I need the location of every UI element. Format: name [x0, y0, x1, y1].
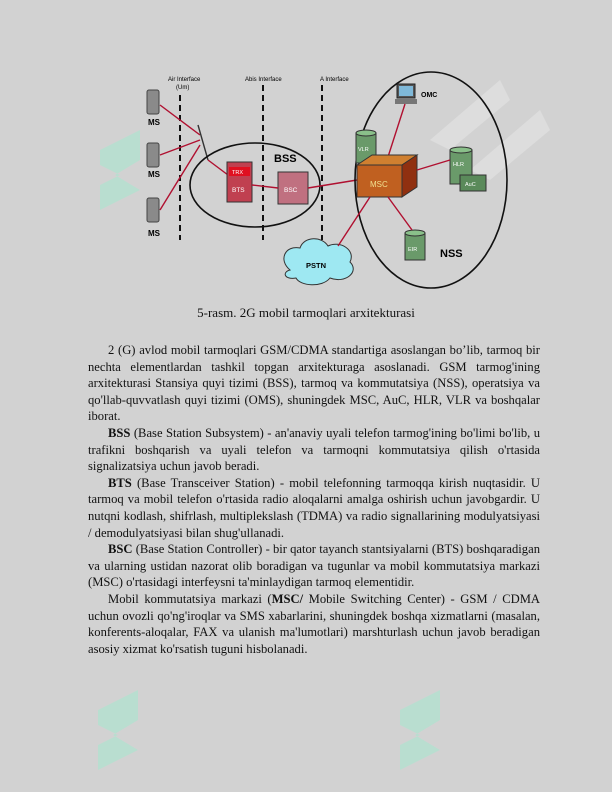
svg-text:MSC: MSC [370, 180, 388, 189]
msc-pstn-link [338, 197, 370, 246]
svg-text:AuC: AuC [465, 182, 476, 188]
a-interface-label: A Interface [320, 77, 349, 83]
auc-node [460, 175, 486, 191]
um-label: (Um) [176, 85, 190, 91]
svg-text:VLR: VLR [358, 147, 369, 153]
bsc-node [278, 172, 308, 204]
bts-bsc-link [252, 185, 278, 188]
paragraph-bts: BTS (Base Transceiver Station) - mobil telefonning tarmoqqa kirish nuqtasidir. U tarmoq va mobil telefon o'rtasida radio aloqalarni amalga oshirish uchun javobgardir. U nutqni kodlash, shifrlash, multiplekslash (TDMA) va radio signallarining modulyatsiyasi / demodulyatsiyasi bilan shug'ullanadi. [88, 475, 540, 540]
omc-node [395, 84, 437, 104]
watermark-logo-bottom-left [78, 690, 168, 792]
paragraph-bsc: BSC (Base Station Controller) - bir qator tayanch stantsiyalarni (BTS) boshqaradigan va ularning ustidan nazorat olib boradigan va tugunlar va mobil kommutatsiya markazi (MSC) o'rtasidagi interfeysni ta'minlaydigan tarmoq elementidir. [88, 542, 540, 590]
svg-text:PSTN: PSTN [306, 261, 327, 270]
svg-text:BSC: BSC [284, 187, 298, 194]
radio-links [160, 105, 228, 210]
svg-text:OMC: OMC [421, 92, 438, 99]
watermark-logo-bottom-right [380, 690, 470, 792]
mobile-station-3 [147, 198, 161, 238]
svg-text:MS: MS [148, 229, 160, 238]
msc-hlr-link [417, 160, 450, 170]
svg-text:EIR: EIR [408, 247, 418, 253]
bss-label: BSS [274, 153, 297, 165]
msc-eir-link [388, 197, 412, 230]
eir-node [405, 230, 425, 260]
svg-text:HLR: HLR [453, 162, 465, 168]
body-text [88, 342, 540, 657]
svg-text:BTS: BTS [232, 187, 245, 194]
svg-text:MS: MS [148, 118, 160, 127]
paragraph-intro: 2 (G) avlod mobil tarmoqlari GSM/CDMA standartiga asoslangan bo’lib, tarmoq bir nechta elementlardan tashkil topgan arxitekturaga asoslanadi. GSM tarmog'ining arxitekturasi Stansiya quyi tizimi (BSS), tarmoq va kommutatsiya (NSS), operatsiya va qo'llab-quvvatlash quyi tizimi (OMS), shuningdek MSC, AuC, HLR, VLR va boshqalar iborat. [88, 343, 540, 424]
paragraph-bss: BSS (Base Station Subsystem) - an'anaviy uyali telefon tarmog'ining bo'limi bo'lib, u trafikni boshqarish va uyali telefon va tarmoqni kommutatsiya qilish o'rtasida signalizatsiya uchun javob beradi. [88, 425, 540, 474]
air-interface-label: Air Interface [168, 77, 201, 83]
mobile-station-1 [147, 90, 161, 127]
paragraph-msc: Mobil kommutatsiya markazi (MSC/ Mobile Switching Center) - GSM / CDMA uchun ovozli qo'ng'iroqlar va SMS xabarlarini, shuningdek boshqa xizmatlarni (masalan, konferents-aloqalar, FAX va ulanish ma'lumotlari) marshturlash uchun javob beradigan asosiy xizmat ko'rsatish tuguni hisbolanadi. [88, 591, 540, 656]
omc-msc-link [387, 104, 405, 160]
mobile-station-2 [147, 143, 161, 179]
nss-label: NSS [440, 248, 463, 260]
svg-text:TRX: TRX [232, 170, 243, 176]
msc-node [357, 155, 417, 197]
svg-text:MS: MS [148, 170, 160, 179]
bts-node [227, 162, 252, 202]
gsm-architecture-diagram [0, 0, 612, 300]
figure-caption: 5-rasm. 2G mobil tarmoqlari arxitekturasi [197, 305, 415, 320]
bsc-msc-link [308, 180, 357, 188]
pstn-cloud [284, 239, 353, 285]
abis-interface-label: Abis Interface [245, 77, 282, 83]
